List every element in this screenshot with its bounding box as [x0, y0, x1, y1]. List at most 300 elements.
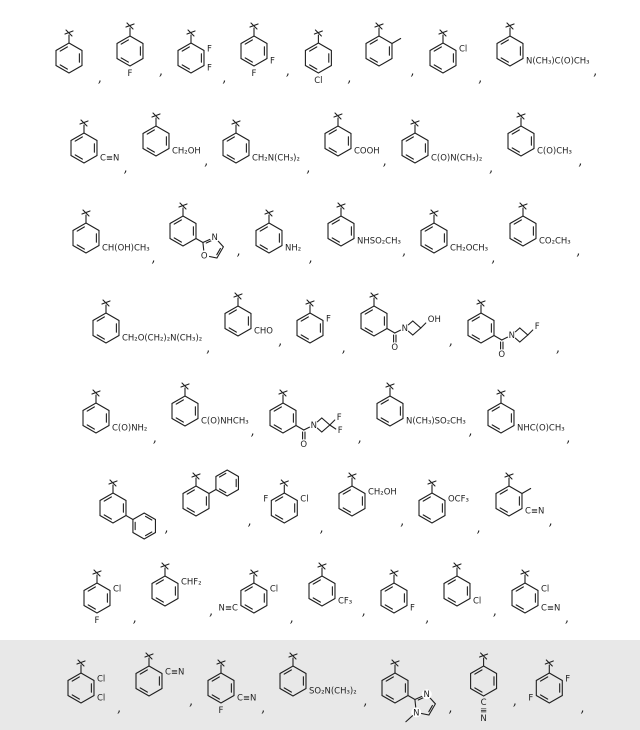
benzene-ring — [183, 486, 209, 516]
structure-3-2-dimethylamino-ethoxy-methyl-phenyl — [79, 280, 211, 370]
svg-text:F: F — [127, 69, 133, 79]
substituent-acylazetidine — [296, 413, 343, 450]
separator-comma: , — [578, 154, 583, 169]
structure-drawing — [79, 294, 206, 370]
substituent-label — [541, 603, 560, 613]
svg-text:OCF₃: OCF₃ — [448, 494, 470, 505]
structure-drawing — [253, 474, 320, 550]
structure-drawing — [494, 107, 578, 183]
structure-4-chlorophenyl — [291, 10, 353, 100]
attachment-point-icon — [265, 210, 273, 223]
substituent-label — [517, 423, 565, 433]
separator-comma: , — [289, 611, 294, 626]
substituent-label — [207, 45, 212, 55]
svg-text:SO₂N(CH₃)₂: SO₂N(CH₃)₂ — [309, 686, 357, 697]
benzene-ring — [536, 673, 562, 703]
svg-text:C≡N: C≡N — [237, 693, 257, 704]
svg-text:NHSO₂CH₃: NHSO₂CH₃ — [356, 236, 401, 247]
structure-drawing — [363, 377, 469, 453]
structure-row-6 — [6, 460, 634, 550]
separator-comma: , — [492, 604, 497, 619]
structure-2-chlorophenyl — [416, 10, 484, 100]
separator-comma: , — [363, 694, 368, 709]
benzene-ring — [68, 673, 94, 703]
structure-drawing — [454, 647, 513, 723]
substituent-label — [357, 236, 401, 246]
substituent-acylazetidine — [387, 315, 441, 353]
attachment-point-icon — [152, 113, 160, 126]
structure-drawing — [430, 557, 493, 633]
svg-text:CF₃: CF₃ — [337, 596, 352, 607]
separator-comma: , — [489, 161, 494, 176]
benzene-ring — [497, 36, 523, 66]
svg-text:N: N — [310, 421, 317, 431]
structure-2-chloro-6-fluorophenyl — [253, 460, 325, 550]
attachment-point-icon — [428, 480, 436, 493]
structure-3-dimethylsulfamoyl-phenyl — [266, 647, 368, 723]
substituent-label — [354, 146, 380, 156]
attachment-point-icon — [545, 660, 553, 673]
structure-3-carbamoylphenyl — [69, 370, 158, 460]
benzene-ring — [172, 396, 198, 426]
substituent-label — [473, 596, 481, 606]
substituent-label — [97, 693, 105, 703]
substituent-label — [127, 69, 132, 79]
separator-comma: , — [261, 701, 266, 716]
attachment-point-icon — [280, 480, 288, 493]
separator-comma: , — [593, 64, 598, 79]
separator-comma: , — [319, 521, 324, 536]
svg-text:O: O — [498, 350, 505, 360]
structure-drawing — [164, 24, 222, 100]
separator-comma: , — [123, 161, 128, 176]
structure-drawing — [498, 564, 565, 640]
attachment-point-icon — [232, 120, 240, 133]
structure-3-dimethylamino-methyl-phenyl — [209, 100, 311, 190]
substituent-label — [201, 416, 249, 426]
structure-drawing — [454, 294, 556, 370]
structure-3-n-methylacetamido-phenyl — [483, 17, 598, 93]
attachment-point-icon — [179, 203, 187, 216]
benzene-ring — [297, 313, 323, 343]
structure-grid — [6, 10, 634, 724]
attachment-point-icon — [217, 660, 225, 673]
structure-row-5 — [6, 370, 634, 460]
substituent-label — [100, 153, 119, 163]
structure-row-4 — [6, 280, 634, 370]
structure-2-hydroxymethyl-phenyl — [325, 467, 406, 543]
structure-drawing — [169, 467, 247, 543]
svg-text:N≡C: N≡C — [218, 603, 239, 614]
separator-comma: , — [158, 64, 163, 79]
separator-comma: , — [247, 514, 252, 529]
attachment-point-icon — [506, 23, 514, 36]
benzene-ring — [402, 133, 428, 163]
svg-text:N: N — [423, 690, 431, 701]
structure-drawing — [256, 384, 358, 460]
separator-comma: , — [341, 341, 346, 356]
structure-2-3-dichlorophenyl — [54, 640, 122, 730]
svg-text:Cl: Cl — [314, 75, 323, 86]
benzene-ring — [93, 313, 119, 343]
substituent-imidazole — [406, 689, 436, 721]
benzene-ring — [328, 216, 354, 246]
separator-comma: , — [285, 64, 290, 79]
svg-text:CH₂OCH₃: CH₂OCH₃ — [450, 243, 489, 254]
substituent-label — [528, 693, 533, 703]
substituent-label — [526, 56, 590, 66]
attachment-point-icon — [497, 390, 505, 403]
structure-drawing — [314, 197, 402, 273]
separator-comma: , — [564, 611, 569, 626]
structure-3-hydroxymethyl-phenyl — [129, 107, 210, 183]
structure-drawing — [347, 287, 449, 363]
svg-text:O: O — [300, 440, 307, 450]
separator-comma: , — [236, 244, 241, 259]
svg-text:COOH: COOH — [354, 146, 381, 157]
svg-text:N: N — [508, 331, 515, 341]
substituent-label — [537, 146, 572, 156]
structure-3-1-methyl-1h-imidazol-2-yl-phenyl — [368, 640, 453, 730]
benzene-ring — [366, 36, 392, 66]
structure-3-n-methylmethanesulfonamido-phenyl — [363, 377, 474, 453]
benzene-ring — [488, 403, 514, 433]
attachment-point-icon — [192, 473, 200, 486]
svg-text:CH(OH)CH₃: CH(OH)CH₃ — [101, 243, 150, 254]
substituent-label — [219, 706, 224, 716]
substituent-label — [565, 675, 570, 685]
svg-text:Cl: Cl — [540, 584, 550, 595]
separator-comma: , — [250, 424, 255, 439]
substituent-label — [410, 603, 415, 613]
separator-comma: , — [208, 604, 214, 619]
benzene-ring — [56, 43, 82, 73]
attachment-point-icon — [390, 570, 398, 583]
benzene-ring — [377, 396, 403, 426]
benzene-ring — [71, 133, 97, 163]
benzene-ring — [271, 493, 297, 523]
substituent-label — [368, 488, 397, 498]
svg-text:CH₂OH: CH₂OH — [171, 146, 201, 157]
structure-3-fluorophenyl — [367, 550, 430, 640]
separator-comma: , — [410, 64, 415, 79]
attachment-point-icon — [109, 480, 117, 493]
structure-row-7 — [6, 550, 634, 640]
svg-text:C: C — [480, 697, 487, 708]
svg-text:F: F — [528, 693, 534, 704]
structure-drawing — [518, 654, 581, 730]
svg-text:C(O)N(CH₃)₂: C(O)N(CH₃)₂ — [430, 153, 483, 164]
attachment-point-icon — [348, 473, 356, 486]
attachment-point-icon — [77, 660, 85, 673]
structure-drawing — [59, 204, 152, 280]
separator-comma: , — [206, 341, 211, 356]
structure-drawing — [158, 377, 251, 453]
svg-text:F: F — [251, 68, 257, 79]
substituent-label — [539, 236, 571, 246]
substituent-label — [113, 585, 121, 595]
separator-comma: , — [476, 521, 481, 536]
attachment-point-icon — [102, 300, 110, 313]
svg-text:F: F — [326, 314, 332, 325]
benzene-ring — [512, 583, 538, 613]
benzene-ring — [270, 403, 296, 433]
structure-drawing — [214, 564, 290, 640]
substituent-label — [263, 495, 268, 505]
attachment-point-icon — [314, 30, 322, 43]
structure-row-8 — [6, 640, 634, 730]
benzene-ring — [256, 223, 282, 253]
separator-comma: , — [204, 154, 209, 169]
svg-text:F: F — [534, 322, 540, 332]
svg-text:Cl: Cl — [97, 674, 106, 685]
separator-comma: , — [347, 71, 352, 86]
structure-2-chloro-5-cyanophenyl — [214, 550, 295, 640]
attachment-point-icon — [479, 653, 487, 666]
separator-comma: , — [478, 71, 483, 86]
attachment-point-icon — [337, 203, 345, 216]
structure-row-2 — [6, 100, 634, 190]
structure-drawing — [103, 17, 159, 93]
attachment-point-icon — [145, 653, 153, 666]
svg-text:OH: OH — [427, 315, 441, 325]
svg-text:≡: ≡ — [479, 705, 487, 716]
separator-comma: , — [512, 694, 517, 709]
benzene-ring — [208, 673, 234, 703]
structure-drawing — [194, 654, 261, 730]
substituent-oxazole — [196, 232, 223, 261]
substituent-hex — [209, 470, 238, 496]
structure-drawing — [483, 17, 593, 93]
substituent-label — [112, 423, 147, 433]
substituent-label — [219, 604, 238, 614]
structure-drawing — [388, 114, 489, 190]
svg-text:N(CH₃)SO₂CH₃: N(CH₃)SO₂CH₃ — [405, 416, 466, 427]
substituent-label — [165, 668, 184, 678]
structure-3-methoxycarbonyl-phenyl — [496, 197, 581, 273]
svg-text:C≡N: C≡N — [524, 506, 544, 517]
benzene-ring — [83, 403, 109, 433]
substituent-label — [181, 578, 202, 588]
svg-text:N: N — [212, 233, 219, 244]
structure-drawing — [42, 24, 98, 100]
svg-text:O: O — [201, 251, 209, 262]
separator-comma: , — [361, 604, 366, 619]
structure-3-acetamidophenyl — [474, 370, 572, 460]
attachment-point-icon — [386, 383, 394, 396]
attachment-point-icon — [65, 30, 73, 43]
substituent-label — [525, 506, 544, 516]
structure-drawing — [122, 647, 189, 723]
structure-drawing — [266, 647, 363, 723]
structure-3-carboxyphenyl — [311, 107, 387, 183]
separator-comma: , — [132, 611, 137, 626]
substituent-label — [102, 243, 150, 253]
structure-2-cyanophenyl — [122, 647, 194, 723]
attachment-point-icon — [505, 473, 513, 486]
structure-biphenyl-2-yl — [169, 467, 252, 543]
svg-text:CO₂CH₃: CO₂CH₃ — [539, 236, 572, 247]
structure-drawing — [482, 467, 549, 543]
svg-text:C(O)NH₂: C(O)NH₂ — [111, 423, 147, 434]
attachment-point-icon — [477, 300, 485, 313]
structure-drawing — [69, 384, 153, 460]
substituent-label — [285, 243, 301, 253]
benzene-ring — [225, 306, 251, 336]
structure-drawing — [156, 197, 236, 273]
benzene-ring — [421, 223, 447, 253]
structure-3-3-3-difluoroazetidine-1-carbonyl-phenyl — [256, 370, 363, 460]
separator-comma: , — [97, 71, 102, 86]
svg-text:F: F — [337, 426, 343, 436]
attachment-point-icon — [93, 570, 101, 583]
benzene-ring — [496, 486, 522, 516]
svg-text:CH₂N(CH₃)₂: CH₂N(CH₃)₂ — [252, 153, 301, 164]
structure-drawing — [57, 114, 124, 190]
attachment-point-icon — [80, 120, 88, 133]
benzene-ring — [73, 223, 99, 253]
structure-3-methanesulfonamido-phenyl — [314, 197, 408, 273]
attachment-point-icon — [161, 563, 169, 576]
separator-comma: , — [222, 71, 227, 86]
attachment-point-icon — [289, 653, 297, 666]
attachment-point-icon — [306, 300, 314, 313]
substituent-label — [122, 333, 202, 343]
svg-text:F: F — [218, 705, 224, 716]
benzene-ring — [241, 36, 267, 66]
structure-drawing — [54, 654, 117, 730]
svg-text:C≡N: C≡N — [99, 153, 119, 164]
separator-comma: , — [576, 244, 581, 259]
svg-text:C≡N: C≡N — [540, 603, 561, 614]
structure-drawing — [129, 107, 205, 183]
separator-comma: , — [306, 161, 311, 176]
svg-text:N: N — [413, 708, 420, 719]
benzene-ring — [361, 306, 387, 336]
substituent-label — [270, 585, 278, 595]
benzene-ring — [143, 126, 169, 156]
svg-text:N(CH₃)C(O)CH₃: N(CH₃)C(O)CH₃ — [526, 56, 590, 67]
structure-3-3-hydroxyazetidine-1-carbonyl-phenyl — [347, 287, 454, 363]
structure-3-3-fluoroazetidine-1-carbonyl-phenyl — [454, 280, 561, 370]
separator-comma: , — [152, 431, 157, 446]
svg-text:F: F — [206, 63, 212, 74]
substituent-label — [172, 147, 201, 157]
svg-text:NH₂: NH₂ — [284, 243, 301, 254]
substituent-label — [97, 675, 105, 685]
structure-3-formylphenyl — [211, 287, 283, 363]
structure-drawing — [291, 24, 347, 100]
substituent-label — [309, 687, 357, 697]
svg-text:O: O — [391, 343, 398, 353]
structure-drawing — [405, 474, 476, 550]
substituent-stub — [392, 39, 401, 44]
substituent-label — [300, 495, 308, 505]
separator-comma: , — [402, 244, 407, 259]
benzene-ring — [152, 576, 178, 606]
structure-drawing — [86, 474, 164, 550]
separator-comma: , — [580, 701, 585, 716]
benzene-ring — [444, 576, 470, 606]
attachment-point-icon — [279, 390, 287, 403]
structure-3-oxazol-2-yl-phenyl — [156, 197, 241, 273]
separator-comma: , — [382, 154, 387, 169]
svg-text:Cl: Cl — [269, 584, 279, 595]
benzene-ring — [382, 673, 408, 703]
structure-3-cyano-2-methylphenyl — [482, 467, 554, 543]
svg-text:F: F — [263, 494, 268, 505]
structure-drawing — [209, 114, 306, 190]
structure-biphenyl-3-yl — [86, 460, 169, 550]
structure-2-chloro-3-cyanophenyl — [498, 550, 570, 640]
attachment-point-icon — [126, 23, 134, 36]
svg-text:Cl: Cl — [299, 494, 309, 505]
separator-comma: , — [468, 424, 473, 439]
structure-drawing — [474, 384, 567, 460]
benzene-ring — [508, 126, 534, 156]
structure-row-3 — [6, 190, 634, 280]
separator-comma: , — [308, 251, 313, 266]
separator-comma: , — [357, 431, 362, 446]
structure-4-fluorophenyl — [103, 17, 164, 93]
benzene-ring — [100, 493, 126, 523]
structure-2-fluorophenyl — [283, 280, 346, 370]
structure-2-difluoromethyl-phenyl — [138, 557, 214, 633]
attachment-point-icon — [250, 570, 258, 583]
structure-drawing — [227, 17, 285, 93]
structure-drawing — [311, 107, 382, 183]
separator-comma: , — [164, 521, 169, 536]
svg-text:F: F — [270, 56, 276, 67]
structure-drawing — [352, 17, 410, 93]
attachment-point-icon — [375, 23, 383, 36]
substituent-label — [207, 63, 212, 73]
structure-drawing — [138, 557, 209, 633]
attachment-point-icon — [181, 383, 189, 396]
svg-text:C(O)CH₃: C(O)CH₃ — [537, 146, 573, 157]
structure-3-aminophenyl — [242, 190, 314, 280]
separator-comma: , — [151, 251, 156, 266]
structure-drawing — [416, 24, 479, 100]
structure-4-cyanophenyl — [454, 647, 518, 723]
substituent-label — [338, 596, 352, 606]
separator-comma: , — [425, 611, 430, 626]
benzene-ring — [280, 666, 306, 696]
substituent-label — [459, 45, 467, 55]
benzene-ring — [339, 486, 365, 516]
structure-drawing — [242, 204, 309, 280]
structure-2-trifluoromethoxy-phenyl — [405, 460, 481, 550]
structure-3-methoxymethyl-phenyl — [407, 190, 496, 280]
structure-3-cyano-4-fluorophenyl — [194, 640, 266, 730]
svg-text:F: F — [336, 413, 342, 423]
structure-2-5-difluorophenyl — [518, 640, 586, 730]
attachment-point-icon — [187, 30, 195, 43]
separator-comma: , — [117, 701, 122, 716]
attachment-point-icon — [250, 23, 258, 36]
benzene-ring — [241, 583, 267, 613]
svg-text:Cl: Cl — [97, 693, 106, 704]
svg-text:C≡N: C≡N — [165, 667, 185, 678]
substituent-label — [326, 315, 331, 325]
substituent-label — [541, 585, 549, 595]
svg-text:CHO: CHO — [254, 326, 274, 337]
svg-text:N: N — [479, 713, 487, 724]
separator-comma: , — [189, 694, 194, 709]
structure-3-methylcarbamoyl-phenyl — [158, 377, 256, 453]
structure-3-trifluoromethyl-phenyl — [295, 557, 367, 633]
svg-text:Cl: Cl — [458, 44, 467, 55]
